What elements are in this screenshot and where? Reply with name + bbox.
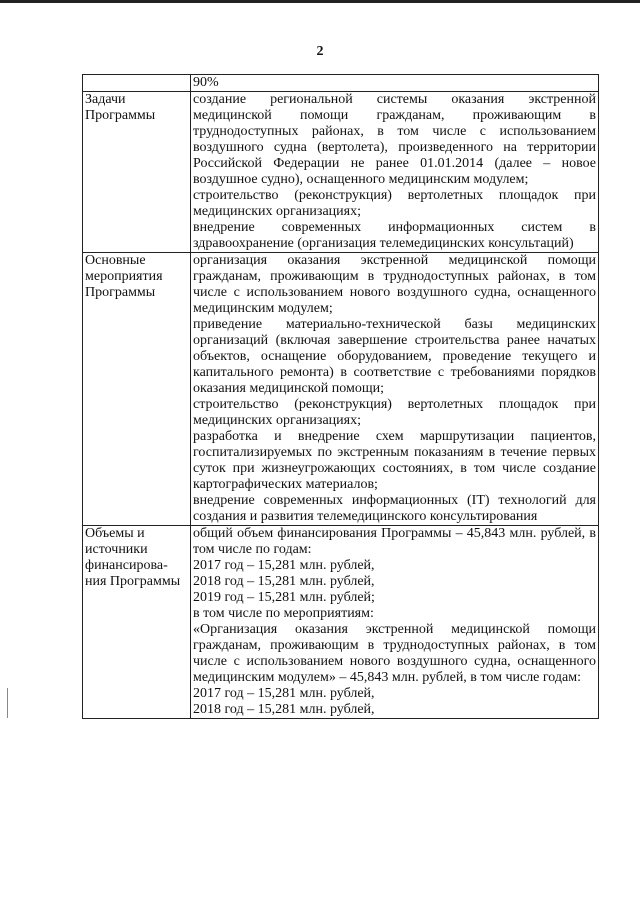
table-row bbox=[83, 526, 599, 719]
top-rule bbox=[0, 0, 640, 3]
content-paragraph: 2018 год – 15,281 млн. рублей, bbox=[193, 702, 375, 717]
content-paragraph: приведение материально-технической базы медицинских организаций (включая завершение строительства ранее начатых объектов, оснащение оборудованием, проведение текущего и капитального ремонта) в соответствие с требованиями порядков оказания медицинской помощи; bbox=[193, 317, 596, 396]
row-label: Задачи Программы bbox=[85, 92, 156, 123]
content-paragraph: внедрение современных информационных (IT) технологий для создания и развития телемедицинского консультирования bbox=[193, 493, 596, 524]
content-paragraph: 2017 год – 15,281 млн. рублей, bbox=[193, 686, 375, 701]
content-paragraph: «Организация оказания экстренной медицинской помощи гражданам, проживающим в труднодоступных районах, в том числе с использованием нового воздушного судна, оснащенного медицинским модулем» – 45,843 млн. рублей, в том числе годам: bbox=[193, 622, 596, 685]
content-paragraph: строительство (реконструкция) вертолетных площадок при медицинских организациях; bbox=[193, 397, 596, 428]
row-content-cell bbox=[191, 75, 599, 92]
row-content-cell bbox=[191, 526, 599, 719]
table-row bbox=[83, 253, 599, 526]
content-paragraph: 2018 год – 15,281 млн. рублей, bbox=[193, 574, 375, 589]
table-row bbox=[83, 92, 599, 253]
page-number: 2 bbox=[316, 44, 324, 59]
row-label: Объемы и источники финансирова- ния Программы bbox=[85, 526, 181, 589]
content-paragraph: разработка и внедрение схем маршрутизации пациентов, госпитализируемых по экстренным показаниям в течение первых суток при жизнеугрожающих состояниях, в том числе создание картографических материалов; bbox=[193, 429, 596, 492]
row-content-cell bbox=[191, 92, 599, 253]
content-paragraph: 2019 год – 15,281 млн. рублей; bbox=[193, 590, 375, 605]
content-paragraph: 90% bbox=[193, 75, 219, 90]
content-paragraph: 2017 год – 15,281 млн. рублей, bbox=[193, 558, 375, 573]
scan-edge-mark bbox=[7, 688, 8, 718]
row-label: Основные мероприятия Программы bbox=[85, 253, 163, 300]
row-label-cell bbox=[83, 92, 191, 253]
content-paragraph: общий объем финансирования Программы – 45,843 млн. рублей, в том числе по годам: bbox=[193, 526, 596, 557]
content-paragraph: внедрение современных информационных систем в здравоохранение (организация телемедицинских консультаций) bbox=[193, 220, 596, 251]
content-paragraph: создание региональной системы оказания экстренной медицинской помощи гражданам, проживающим в труднодоступных районах, в том числе с использованием воздушного судна (вертолета), произведенного на территории Российской Федерации не ранее 01.01.2014 (далее – новое воздушное судно), оснащенного медицинским модулем; bbox=[193, 92, 596, 187]
content-paragraph: организация оказания экстренной медицинской помощи гражданам, проживающим в труднодоступных районах, в том числе с использованием нового воздушного судна, оснащенного медицинским модулем; bbox=[193, 253, 596, 316]
table-row bbox=[83, 75, 599, 92]
row-label-cell bbox=[83, 526, 191, 719]
row-content-cell bbox=[191, 253, 599, 526]
content-paragraph: строительство (реконструкция) вертолетных площадок при медицинских организациях; bbox=[193, 188, 596, 219]
program-passport-table bbox=[82, 74, 599, 719]
row-label-cell bbox=[83, 75, 191, 92]
content-paragraph: в том числе по мероприятиям: bbox=[193, 606, 374, 621]
row-label-cell bbox=[83, 253, 191, 526]
